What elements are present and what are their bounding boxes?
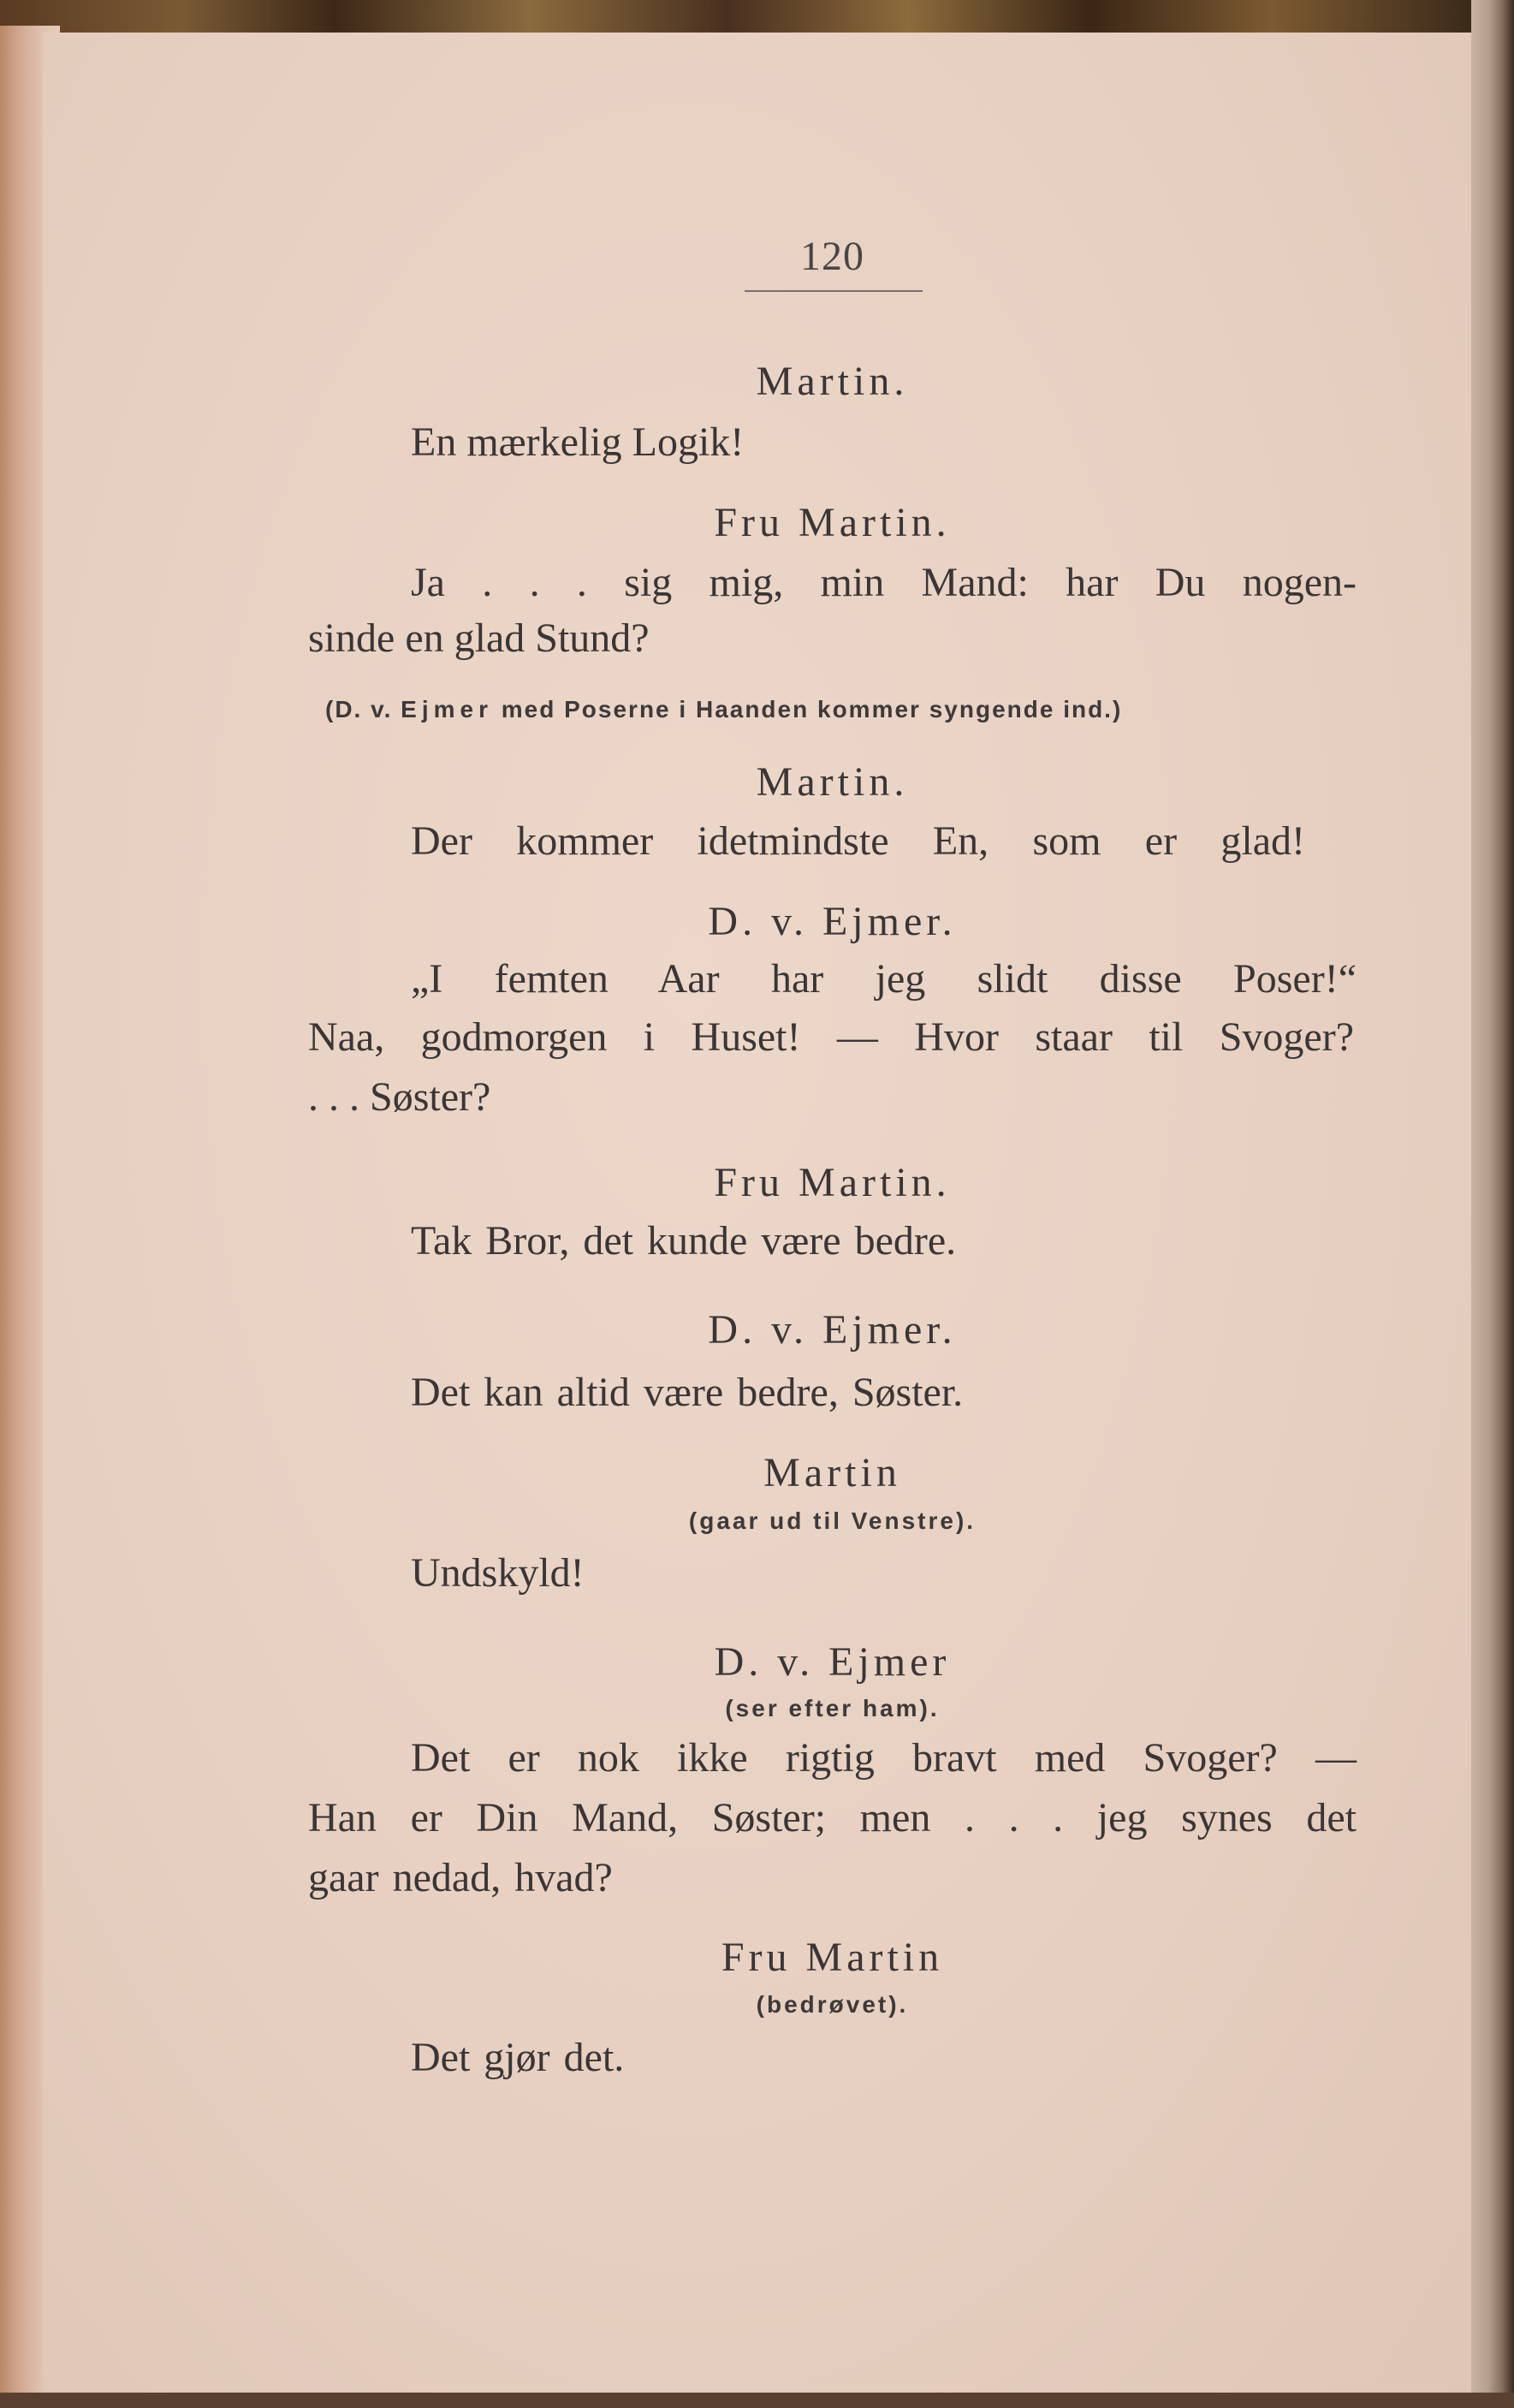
dialogue-line: „I femten Aar har jeg slidt disse Poser!“	[411, 956, 1357, 1002]
dialogue-line: Tak Bror, det kunde være bedre.	[411, 1218, 957, 1263]
dialogue-line: Det er nok ikke rigtig bravt med Svoger? —	[411, 1735, 1357, 1781]
stage-direction-part: (D. v.	[325, 696, 393, 722]
speaker-name: Fru Martin	[721, 1935, 944, 1980]
speaker-name: Fru Martin.	[714, 1160, 951, 1205]
dialogue-line: sinde en glad Stund?	[308, 615, 650, 661]
stage-direction: (gaar ud til Venstre).	[688, 1507, 977, 1534]
stage-direction-name: Ejmer	[401, 696, 493, 722]
dialogue-line: Ja . . . sig mig, min Mand: har Du nogen-	[411, 560, 1357, 605]
page-number-rule	[745, 290, 923, 292]
speaker-name: D. v. Ejmer.	[708, 1307, 957, 1353]
dialogue-line: Det kan altid være bedre, Søster.	[411, 1370, 964, 1415]
dialogue-line: Der kommer idetmindste En, som er glad!	[411, 818, 1305, 864]
dialogue-line: Han er Din Mand, Søster; men . . . jeg synes det	[308, 1795, 1357, 1840]
page-number: 120	[800, 234, 864, 279]
dialogue-line: Naa, godmorgen i Huset! — Hvor staar til Svoger?	[308, 1014, 1354, 1060]
speaker-name: Fru Martin.	[714, 500, 951, 545]
dialogue-line: En mærkelig Logik!	[411, 419, 745, 465]
speaker-name: D. v. Ejmer	[714, 1639, 951, 1685]
dialogue-line: gaar nedad, hvad?	[308, 1855, 613, 1900]
dialogue-line: . . . Søster?	[308, 1074, 491, 1120]
stage-direction: (bedrøvet).	[756, 1991, 909, 2018]
book-bottom-edge	[0, 2393, 1514, 2408]
speaker-name: D. v. Ejmer.	[708, 899, 957, 944]
speaker-name: Martin.	[756, 359, 909, 404]
stage-direction	[325, 698, 1122, 722]
dialogue-line: Undskyld!	[411, 1550, 585, 1596]
speaker-name: Martin.	[756, 759, 909, 805]
dialogue-line: Det gjør det.	[411, 2035, 625, 2080]
speaker-name: Martin	[763, 1450, 901, 1495]
stage-direction: (ser efter ham).	[725, 1695, 940, 1721]
stage-direction-part: med Poserne i Haanden kommer syngende ind.)	[501, 696, 1123, 722]
